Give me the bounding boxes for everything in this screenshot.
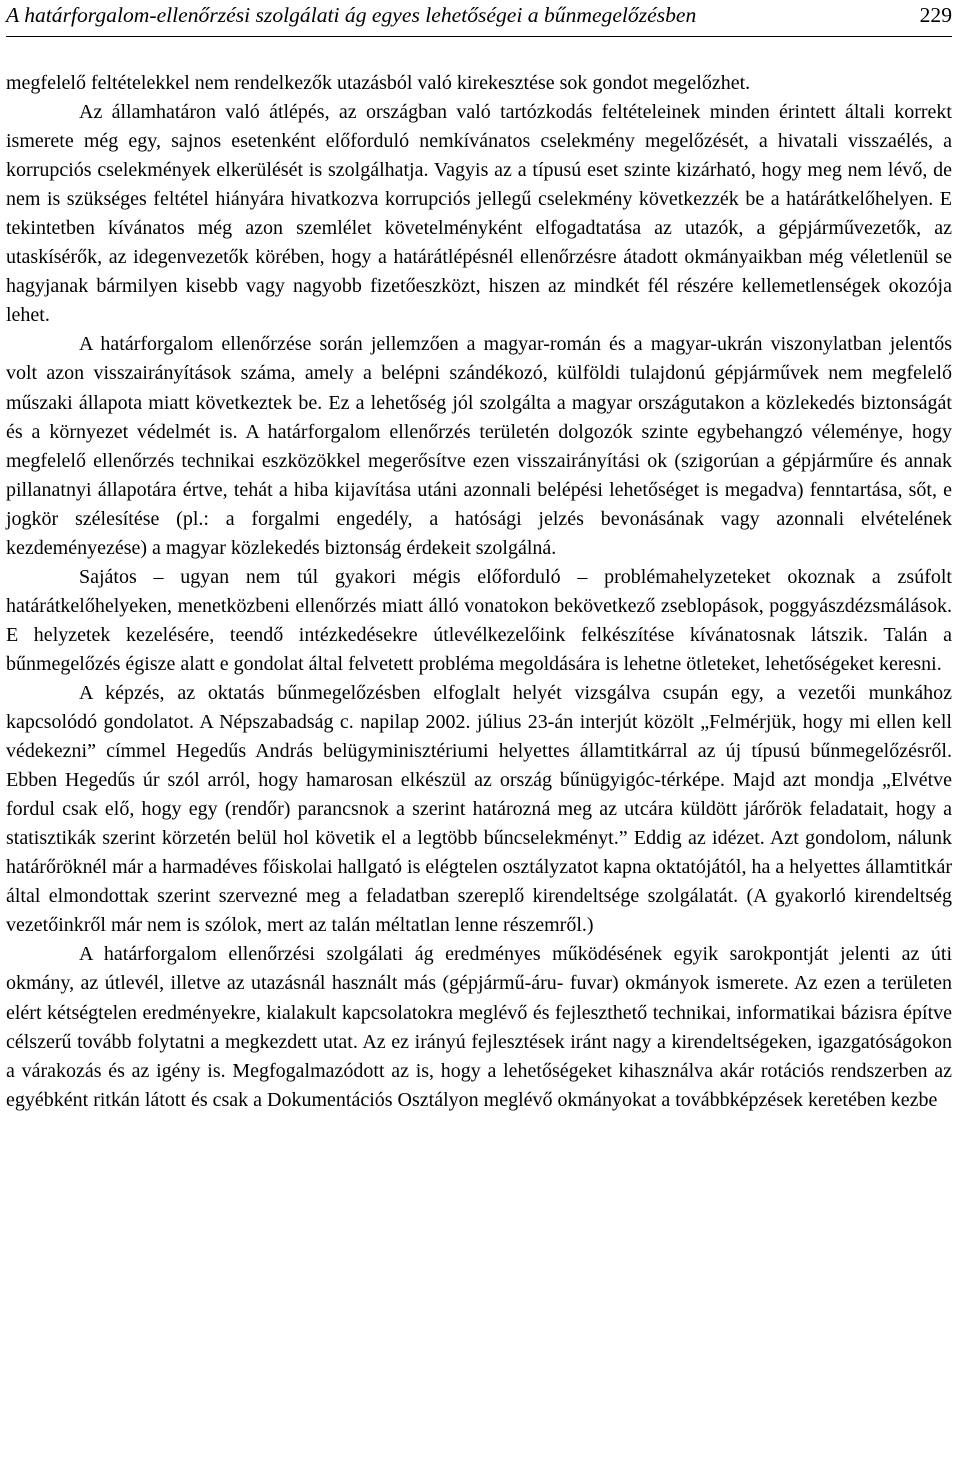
body-text [6, 69, 952, 1115]
running-header [6, 0, 952, 30]
paragraph: A határforgalom ellenőrzése során jellemzően a magyar-román és a magyar-ukrán viszonylatban jelentős volt azon visszairányítások száma, amely a belépni szándékozó, külföldi tulajdonú gépjárművek nem megfelelő műszaki állapota miatt következtek be. Ez a lehetőség jól szolgálta a magyar országutakon a közlekedés biztonságát és a környezet védelmét is. A határforgalom ellenőrzés területén dolgozók szinte egybehangzó véleménye, hogy megfelelő ellenőrzés technikai eszközökkel megerősítve ezen visszairányítási ok (szigorúan a gépjárműre és annak pillanatnyi állapotára értve, tehát a hiba kijavítása utáni azonnali belépési lehetőséget is megadva) fenntartása, sőt, e jogkör szélesítése (pl.: a forgalmi engedély, a hatósági jelzés bevonásának vagy azonnali elvételének kezdeményezése) a magyar közlekedés biztonság érdekeit szolgálná. [6, 333, 952, 559]
running-title: A határforgalom-ellenőrzési szolgálati ág egyes lehetőségei a bűnmegelőzésben [6, 3, 697, 27]
header-rule [6, 36, 952, 37]
paragraph-continued: megfelelő feltételekkel nem rendelkezők utazásból való kirekesztése sok gondot megelőzhet. [6, 72, 751, 94]
paragraph: A képzés, az oktatás bűnmegelőzésben elfoglalt helyét vizsgálva csupán egy, a vezetői munkához kapcsolódó gondolatot. A Népszabadság c. napilap 2002. július 23-án interjút közölt „Felmérjük, hogy mi ellen kell védekezni” címmel Hegedűs András belügyminisztériumi helyettes államtitkárral az új típusú bűnmegelőzésről. Ebben Hegedűs úr szól arról, hogy hamarosan elkészül az ország bűnügyigóc-térképe. Majd azt mondja „Elvétve fordul csak elő, hogy egy (rendőr) parancsnok a szerint határozná meg az utcára küldött járőrök feladatait, hogy a statisztikák szerint körzetén belül hol követik el a legtöbb bűncselekményt.” Eddig az idézet. Azt gondolom, nálunk határőröknél már a harmadéves főiskolai hallgató is elégtelen osztályzatot kapna oktatójától, ha a helyettes államtitkár által elmondottak szerint szervezné meg a feladatban szereplő kirendeltsége szolgálatát. (A gyakorló kirendeltség vezetőinkről már nem is szólok, mert az talán méltatlan lenne részemről.) [6, 681, 952, 937]
paragraph: Az államhatáron való átlépés, az országban való tartózkodás feltételeinek minden érintett általi korrekt ismerete még egy, sajnos esetenként előforduló nemkívánatos cselekmény megelőzését, a hivatali visszaélés, a korrupciós cselekmények elkerülését is szolgálhatja. Vagyis az a típusú eset szinte kizárható, hogy meg nem lévő, de nem is szükséges feltétel hiányára hivatkozva korrupciós jellegű cselekmény következzék be a határátkelőhelyen. E tekintetben kívánatos még azon szemlélet követelményként elfogadtatása az utazók, a gépjárművezetők, az utaskísérők, az idegenvezetők körében, hogy a határátlépésnél ellenőrzésre átadott okmányaikban még véletlenül se hagyjanak bármilyen kisebb vagy nagyobb fizetőeszközt, hiszen az mindkét fél részére kellemetlenségek okozója lehet. [6, 101, 952, 327]
paragraph: Sajátos – ugyan nem túl gyakori mégis előforduló – problémahelyzeteket okoznak a zsúfolt határátkelőhelyeken, menetközbeni ellenőrzés miatt álló vonatokon bekövetkező zseblopások, poggyászdézsmálások. E helyzetek kezelésére, teendő intézkedésekre útlevélkezelőink felkészítése kívánatosnak látszik. Talán a bűnmegelőzés égisze alatt e gondolat által felvetett probléma megoldására is lehetne ötleteket, lehetőségeket keresni. [6, 565, 952, 675]
page-number: 229 [919, 3, 952, 27]
paragraph: A határforgalom ellenőrzési szolgálati ág eredményes működésének egyik sarokpontját jelenti az úti okmány, az útlevél, illetve az utazásnál használt más (gépjármű-áru- fuvar) okmányok ismerete. Az ezen a területen elért kétségtelen eredményekre, kialakult kapcsolatokra meglévő és fejleszthető technikai, informatikai bázisra építve célszerű tovább folytatni a megkezdett utat. Az ez irányú fejlesztések iránt nagy a kirendeltségeken, igazgatóságokon a várakozás és az igény is. Megfogalmazódott az is, hogy a lehetőségeket kihasználva akár rotációs rendszerben az egyébként ritkán látott és csak a Dokumentációs Osztályon meglévő okmányokat a továbbképzések keretében kezbe [6, 943, 952, 1111]
